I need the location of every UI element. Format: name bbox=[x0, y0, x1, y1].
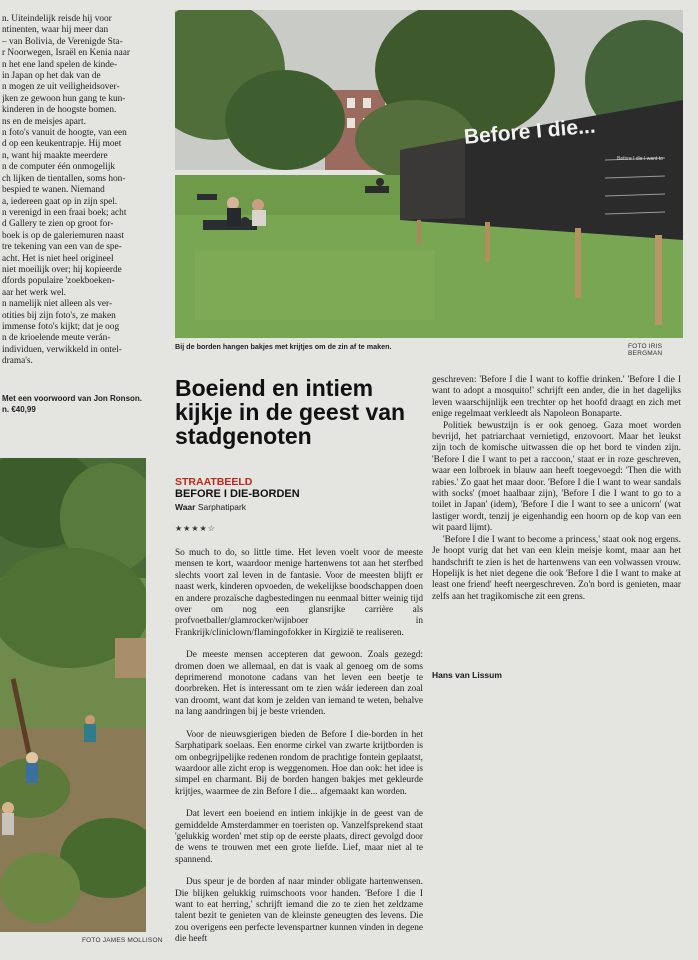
article-paragraph: Dus speur je de borden af naar minder obligate hartenwensen. Die blijken gelukkig ruimschoots voor handen. 'Before I die I want to eat herring,' schrijft iemand die zo te zien het zeldzame talent bezit te genieten van de kleinste geneugten des levens. Die zou overigens een perfecte levenspartner kunnen vinden in degene die heeft bbox=[175, 877, 423, 945]
left-column-line: otities bij zijn foto's, ze maken bbox=[2, 310, 116, 321]
left-column-line: boek is op de galeriemuren naast bbox=[2, 230, 125, 241]
park-illustration bbox=[175, 10, 683, 338]
left-column-line: a, iedereen gaat op in zijn spel. bbox=[2, 196, 118, 207]
rubric: STRAATBEELD bbox=[175, 476, 253, 488]
left-column-line: d Gallery te zien op groot for- bbox=[2, 219, 114, 230]
book-price: n. €40,99 bbox=[2, 405, 36, 414]
author-name: Hans van Lissum bbox=[432, 670, 502, 680]
left-column-line: ns en de meisjes apart. bbox=[2, 116, 86, 127]
left-column-line: n foto's vanuit de hoogte, van een bbox=[2, 128, 127, 139]
left-column-line: kinderen in de hoogste bomen. bbox=[2, 105, 117, 116]
left-column-line: drama's. bbox=[2, 356, 33, 367]
left-column-line: n mogen ze uit veiligheidsover- bbox=[2, 82, 120, 93]
left-column-text bbox=[2, 14, 148, 368]
article-paragraph: De meeste mensen accepteren dat gewoon. Zoals gezegd: dromen doen we allemaal, en dat is vaak al genoeg om de soms deprimerend monotone cadans van het leven een beetje te doorbreken. Het is interessant om te zien wáár iedereen dan zoal van droomt, want dat kom je zelden van iemand te weten, behalve na lang aandringen bij je beste vrienden. bbox=[175, 650, 423, 718]
playground-illustration bbox=[0, 458, 146, 932]
location-label: Waar bbox=[175, 502, 196, 512]
children-playground-photo bbox=[0, 458, 146, 932]
left-column-line: acht. Het is niet heel origineel bbox=[2, 253, 114, 264]
book-footer-line: Met een voorwoord van Jon Ronson. bbox=[2, 394, 143, 403]
left-column-line: – van Bolivia, de Verenigde Sta- bbox=[2, 36, 123, 47]
left-column-line: jken ze gewoon hun gang te kun- bbox=[2, 93, 126, 104]
left-column-line: bespied te wanen. Niemand bbox=[2, 185, 105, 196]
wall-prompt: Before I die I want to bbox=[617, 156, 663, 162]
left-column-line: r Noorwegen, Israël en Kenia naar bbox=[2, 48, 131, 59]
left-column-line: d op een keukentrapje. Hij moet bbox=[2, 139, 122, 150]
article-column-1 bbox=[175, 548, 423, 948]
left-column-line: individuen, verwikkeld in ontel- bbox=[2, 344, 122, 355]
headline: Boeiend en intiem kijkje in de geest van stadgenoten bbox=[175, 375, 406, 449]
left-column-line: n namelijk niet alleen als ver- bbox=[2, 299, 113, 310]
left-column-line: niet moeilijk over; hij kopieerde bbox=[2, 264, 122, 275]
left-column-line: n verenigd in een fraai boek; acht bbox=[2, 207, 127, 218]
left-column-line: tre tekening van een van de spe- bbox=[2, 242, 122, 253]
left-column-line: n, want hij maakte meerdere bbox=[2, 150, 108, 161]
left-column-line: n het ene land spelen de kinde- bbox=[2, 59, 118, 70]
article-paragraph: geschreven: 'Before I die I want to koffie drinken.' 'Before I die I want to adopt a mosquito!' schrijft een ander, die in het dagelijks leven waarschijnlijk een trechter op het hoofd draagt en zich met enige regelmaat verkleedt als Napoleon Bonaparte. bbox=[432, 375, 681, 420]
photo-caption: Bij de borden hangen bakjes met krijtjes om de zin af te maken. bbox=[175, 342, 392, 351]
left-photo-credit: FOTO JAMES MOLLISON bbox=[82, 937, 163, 944]
article-paragraph: 'Before I die I want to become a princess,' staat ook nog ergens. Je hoopt vurig dat het van een klein meisje komt, maar aan het handschrift te zien is het de hartenwens van een volwassen vrouw. Hopelijk is het niet degene die ook 'Before I die I want to make at least one friend' heeft neergeschreven. Zo'n bord is genieten, maar zelfs aan het tragikomische zit een grens. bbox=[432, 534, 681, 602]
subject-title: BEFORE I DIE-BORDEN bbox=[175, 488, 300, 500]
location-value: Sarphatipark bbox=[197, 502, 247, 512]
article-paragraph: Voor de nieuwsgierigen bieden de Before I die-borden in het Sarphatipark soelaas. Een enorme cirkel van zwarte krijtborden is om onbegrijpelijke redenen rondom de prachtige fontein geplaatst, waardoor alle zicht erop is weggenomen. Hoe dan ook: het idee is simpel en charmant. Bij de borden hangen bakjes met gekleurde krijtjes, waarmee de zin Before I die... afgemaakt kan worden. bbox=[175, 729, 423, 797]
star-rating: ★★★★☆ bbox=[175, 524, 216, 533]
left-column-line: ch lijken de tientallen, soms hon- bbox=[2, 173, 126, 184]
top-photo-credit: FOTO IRIS BERGMAN bbox=[628, 343, 663, 357]
article-paragraph: Politiek bewustzijn is er ook genoeg. Gaza moet worden bevrijd, het patriarchaat vernietigd, enzovoort. Maar het leukst zijn toch de komische uitwassen die op het bord te vinden zijn. 'Before I die I want to pet a raccoon,' staat er in roze geschreven, waar een lolbroek in blauw aan heeft toegevoegd: 'Then die with rabies.' Zo gaat het maar door. 'Before I die I want to wear sandals with socks' (moet haalbaar zijn), 'Before I die I want to go to a toilet in Japan' (idem), 'Before I die I want to see a unicorn' (wat lastiger wordt, tenzij je eigenhandig een hoorn op de kop van een wit paard lijmt). bbox=[432, 420, 681, 534]
article-paragraph: Dat levert een boeiend en intiem inkijkje in de geest van de gemiddelde Amsterdammer en toeristen op. Vanzelfsprekend staat 'gelukkig worden' met stip op de eerste plaats, direct gevolgd door de wens te trouwen met een grote liefde. Lief, maar niet al te spannend. bbox=[175, 809, 423, 865]
left-column-line: aar het werk wel. bbox=[2, 287, 67, 298]
left-column-line: n. Uiteindelijk reisde hij voor bbox=[2, 14, 112, 24]
left-column-line: ntinenten, waar hij meer dan bbox=[2, 25, 109, 36]
park-photo bbox=[175, 10, 683, 338]
left-column-line: n de krioelende meute verán- bbox=[2, 333, 111, 344]
left-column-line: n de computer één onmogelijk bbox=[2, 162, 116, 173]
location-line bbox=[175, 502, 246, 512]
left-column-line: dfords populaire 'zoekboeken- bbox=[2, 276, 115, 287]
article-paragraph: So much to do, so little time. Het leven voelt voor de meeste mensen te kort, waardoor menige hartenwens tot aan het sterfbed slechts voort zal leven in de fantasie. Voor de meesten blijft er naast werk, kinderen opvoeden, de wekelijkse boodschappen doen en andere prozaïsche dagbestedingen nu eenmaal bitter weinig tijd over om nog een glansrijke carrière als profvoetballer/glamrocker/wijnboer in Frankrijk/cliniclown/flamingofokker in Kirgizië te realiseren. bbox=[175, 548, 423, 638]
wall-title: Before I die... bbox=[463, 114, 597, 149]
article-column-2 bbox=[432, 375, 681, 680]
left-column-line: immense foto's kijkt; dat je oog bbox=[2, 321, 120, 332]
left-column-line: in Japan op het dak van de bbox=[2, 71, 101, 82]
